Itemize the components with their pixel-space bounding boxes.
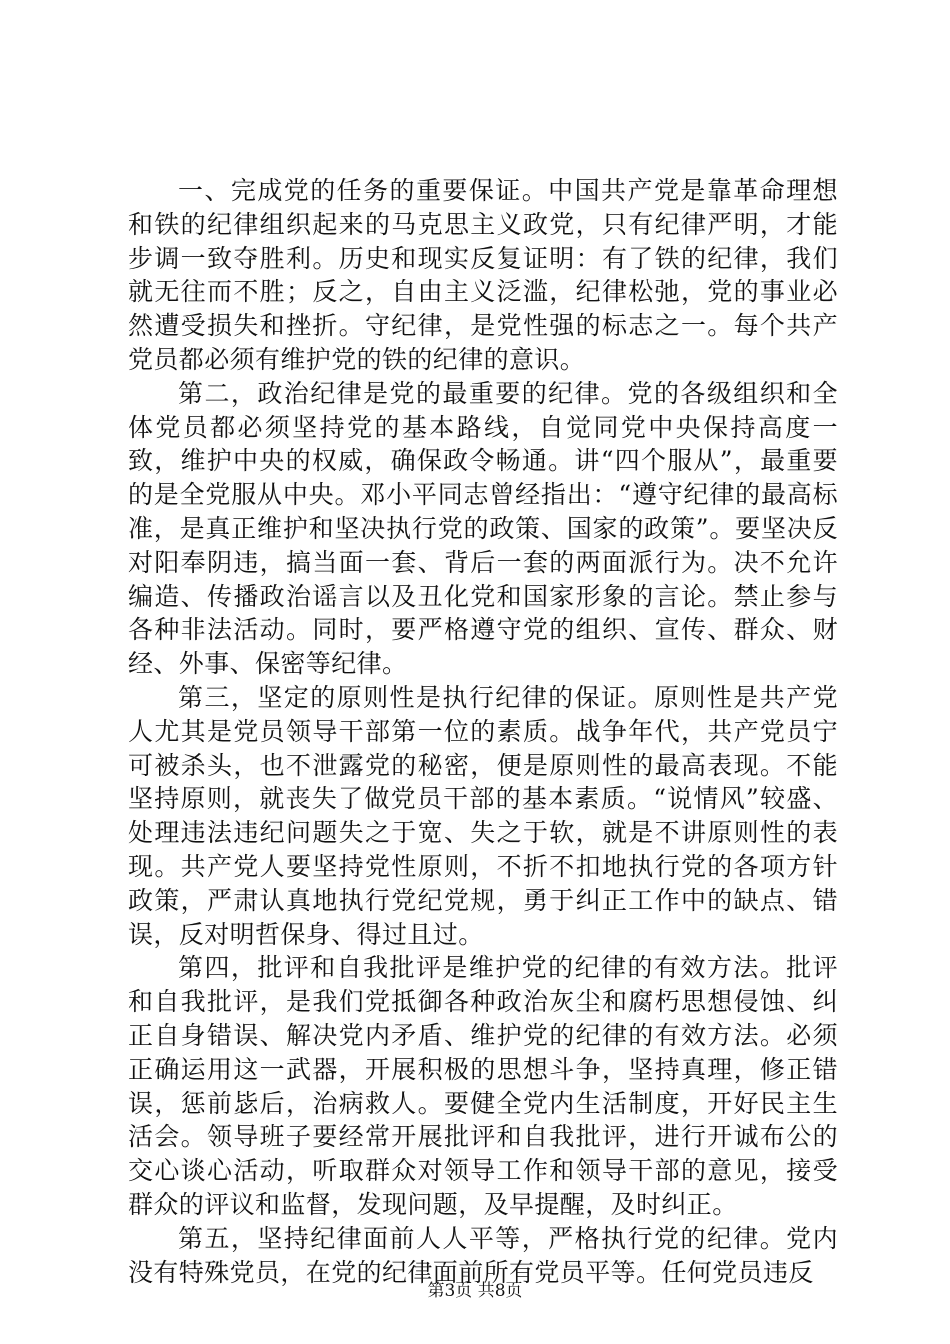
paragraph-3: 第三，坚定的原则性是执行纪律的保证。原则性是共产党人尤其是党员领导干部第一位的素质。战争年代，共产党员宁可被杀头，也不泄露党的秘密，便是原则性的最高表现。不能坚持原则，就丧失了做党员干部的基本素质。“说情风”较盛、处理违法违纪问题失之于宽、失之于软，就是不讲原则性的表现。共产党人要坚持党性原则，不折不扣地执行党的各项方针政策，严肃认真地执行党纪党规，勇于纠正工作中的缺点、错误，反对明哲保身、得过且过。 (128, 682, 838, 949)
paragraph-5: 第五，坚持纪律面前人人平等，严格执行党的纪律。党内没有特殊党员，在党的纪律面前所有党员平等。任何党员违反 (128, 1223, 838, 1287)
paragraph-4: 第四，批评和自我批评是维护党的纪律的有效方法。批评和自我批评，是我们党抵御各种政治灰尘和腐朽思想侵蚀、纠正自身错误、解决党内矛盾、维护党的纪律的有效方法。必须正确运用这一武器，开展积极的思想斗争，坚持真理，修正错误，惩前毖后，治病救人。要健全党内生活制度，开好民主生活会。领导班子要经常开展批评和自我批评，进行开诚布公的交心谈心活动，听取群众对领导工作和领导干部的意见，接受群众的评议和监督，发现问题，及早提醒，及时纠正。 (128, 953, 838, 1219)
paragraph-1: 一、完成党的任务的重要保证。中国共产党是靠革命理想和铁的纪律组织起来的马克思主义政党，只有纪律严明，才能步调一致夺胜利。历史和现实反复证明：有了铁的纪律，我们就无往而不胜；反之，自由主义泛滥，纪律松弛，党的事业必然遭受损失和挫折。守纪律，是党性强的标志之一。每个共产党员都必须有维护党的铁的纪律的意识。 (128, 176, 838, 374)
document-body (128, 174, 838, 1289)
page-number-footer: 第3页 共8页 (427, 1281, 523, 1301)
paragraph-2: 第二，政治纪律是党的最重要的纪律。党的各级组织和全体党员都必须坚持党的基本路线，自觉同党中央保持高度一致，维护中央的权威，确保政令畅通。讲“四个服从”，最重要的是全党服从中央。邓小平同志曾经指出：“遵守纪律的最高标准，是真正维护和坚决执行党的政策、国家的政策”。要坚决反对阳奉阴违，搞当面一套、背后一套的两面派行为。决不允许编造、传播政治谣言以及丑化党和国家形象的言论。禁止参与各种非法活动。同时，要严格遵守党的组织、宣传、群众、财经、外事、保密等纪律。 (128, 378, 838, 679)
